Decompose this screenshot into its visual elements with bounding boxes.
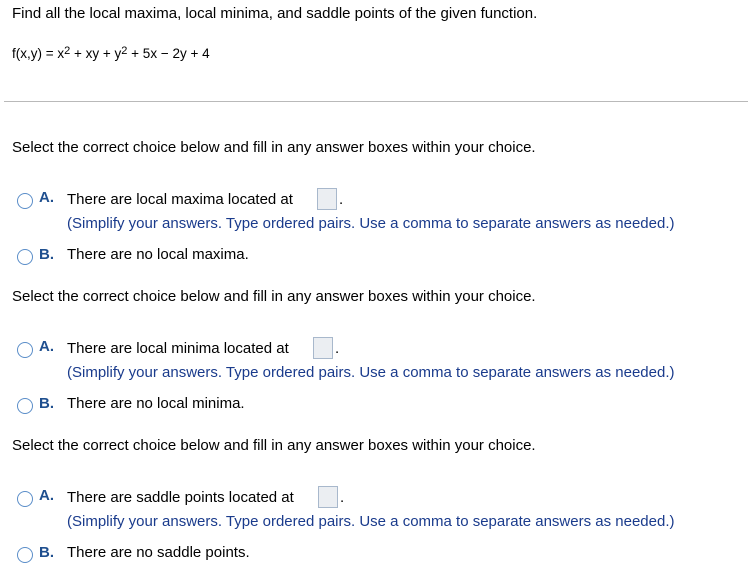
choice-letter-maxima-b: B. [39,246,54,263]
function-expression [12,44,210,65]
answer-box-minima[interactable] [313,337,333,359]
function-exponent-1: 2 [64,45,71,57]
instruction-minima: Select the correct choice below and fill in any answer boxes within your choice. [12,288,536,305]
function-part-3: + 5x − 2y + 4 [127,46,210,61]
period-saddle: . [340,489,345,506]
function-exponent-2: 2 [121,45,128,57]
function-part-2: + xy + y [70,46,122,61]
radio-saddle-a[interactable] [17,491,33,507]
choice-letter-maxima-a: A. [39,189,54,206]
radio-minima-b[interactable] [17,398,33,414]
question-text: Find all the local maxima, local minima, and saddle points of the given function. [12,5,538,22]
choice-text-saddle-b: There are no saddle points. [67,544,250,561]
radio-saddle-b[interactable] [17,547,33,563]
choice-text-saddle-a: There are saddle points located at [67,489,294,506]
radio-maxima-a[interactable] [17,193,33,209]
answer-box-saddle[interactable] [318,486,338,508]
choice-letter-minima-b: B. [39,395,54,412]
hint-maxima: (Simplify your answers. Type ordered pairs. Use a comma to separate answers as needed.) [67,215,675,232]
divider [4,101,748,102]
instruction-maxima: Select the correct choice below and fill in any answer boxes within your choice. [12,139,536,156]
choice-text-minima-b: There are no local minima. [67,395,245,412]
answer-box-maxima[interactable] [317,188,337,210]
radio-minima-a[interactable] [17,342,33,358]
choice-letter-saddle-a: A. [39,487,54,504]
function-part-1: f(x,y) = x [12,46,65,61]
choice-text-maxima-a: There are local maxima located at [67,191,293,208]
instruction-saddle: Select the correct choice below and fill in any answer boxes within your choice. [12,437,536,454]
hint-minima: (Simplify your answers. Type ordered pairs. Use a comma to separate answers as needed.) [67,364,675,381]
radio-maxima-b[interactable] [17,249,33,265]
choice-letter-minima-a: A. [39,338,54,355]
choice-text-minima-a: There are local minima located at [67,340,289,357]
period-maxima: . [339,191,344,208]
choice-text-maxima-b: There are no local maxima. [67,246,249,263]
period-minima: . [335,340,340,357]
choice-letter-saddle-b: B. [39,544,54,561]
hint-saddle: (Simplify your answers. Type ordered pairs. Use a comma to separate answers as needed.) [67,513,675,530]
